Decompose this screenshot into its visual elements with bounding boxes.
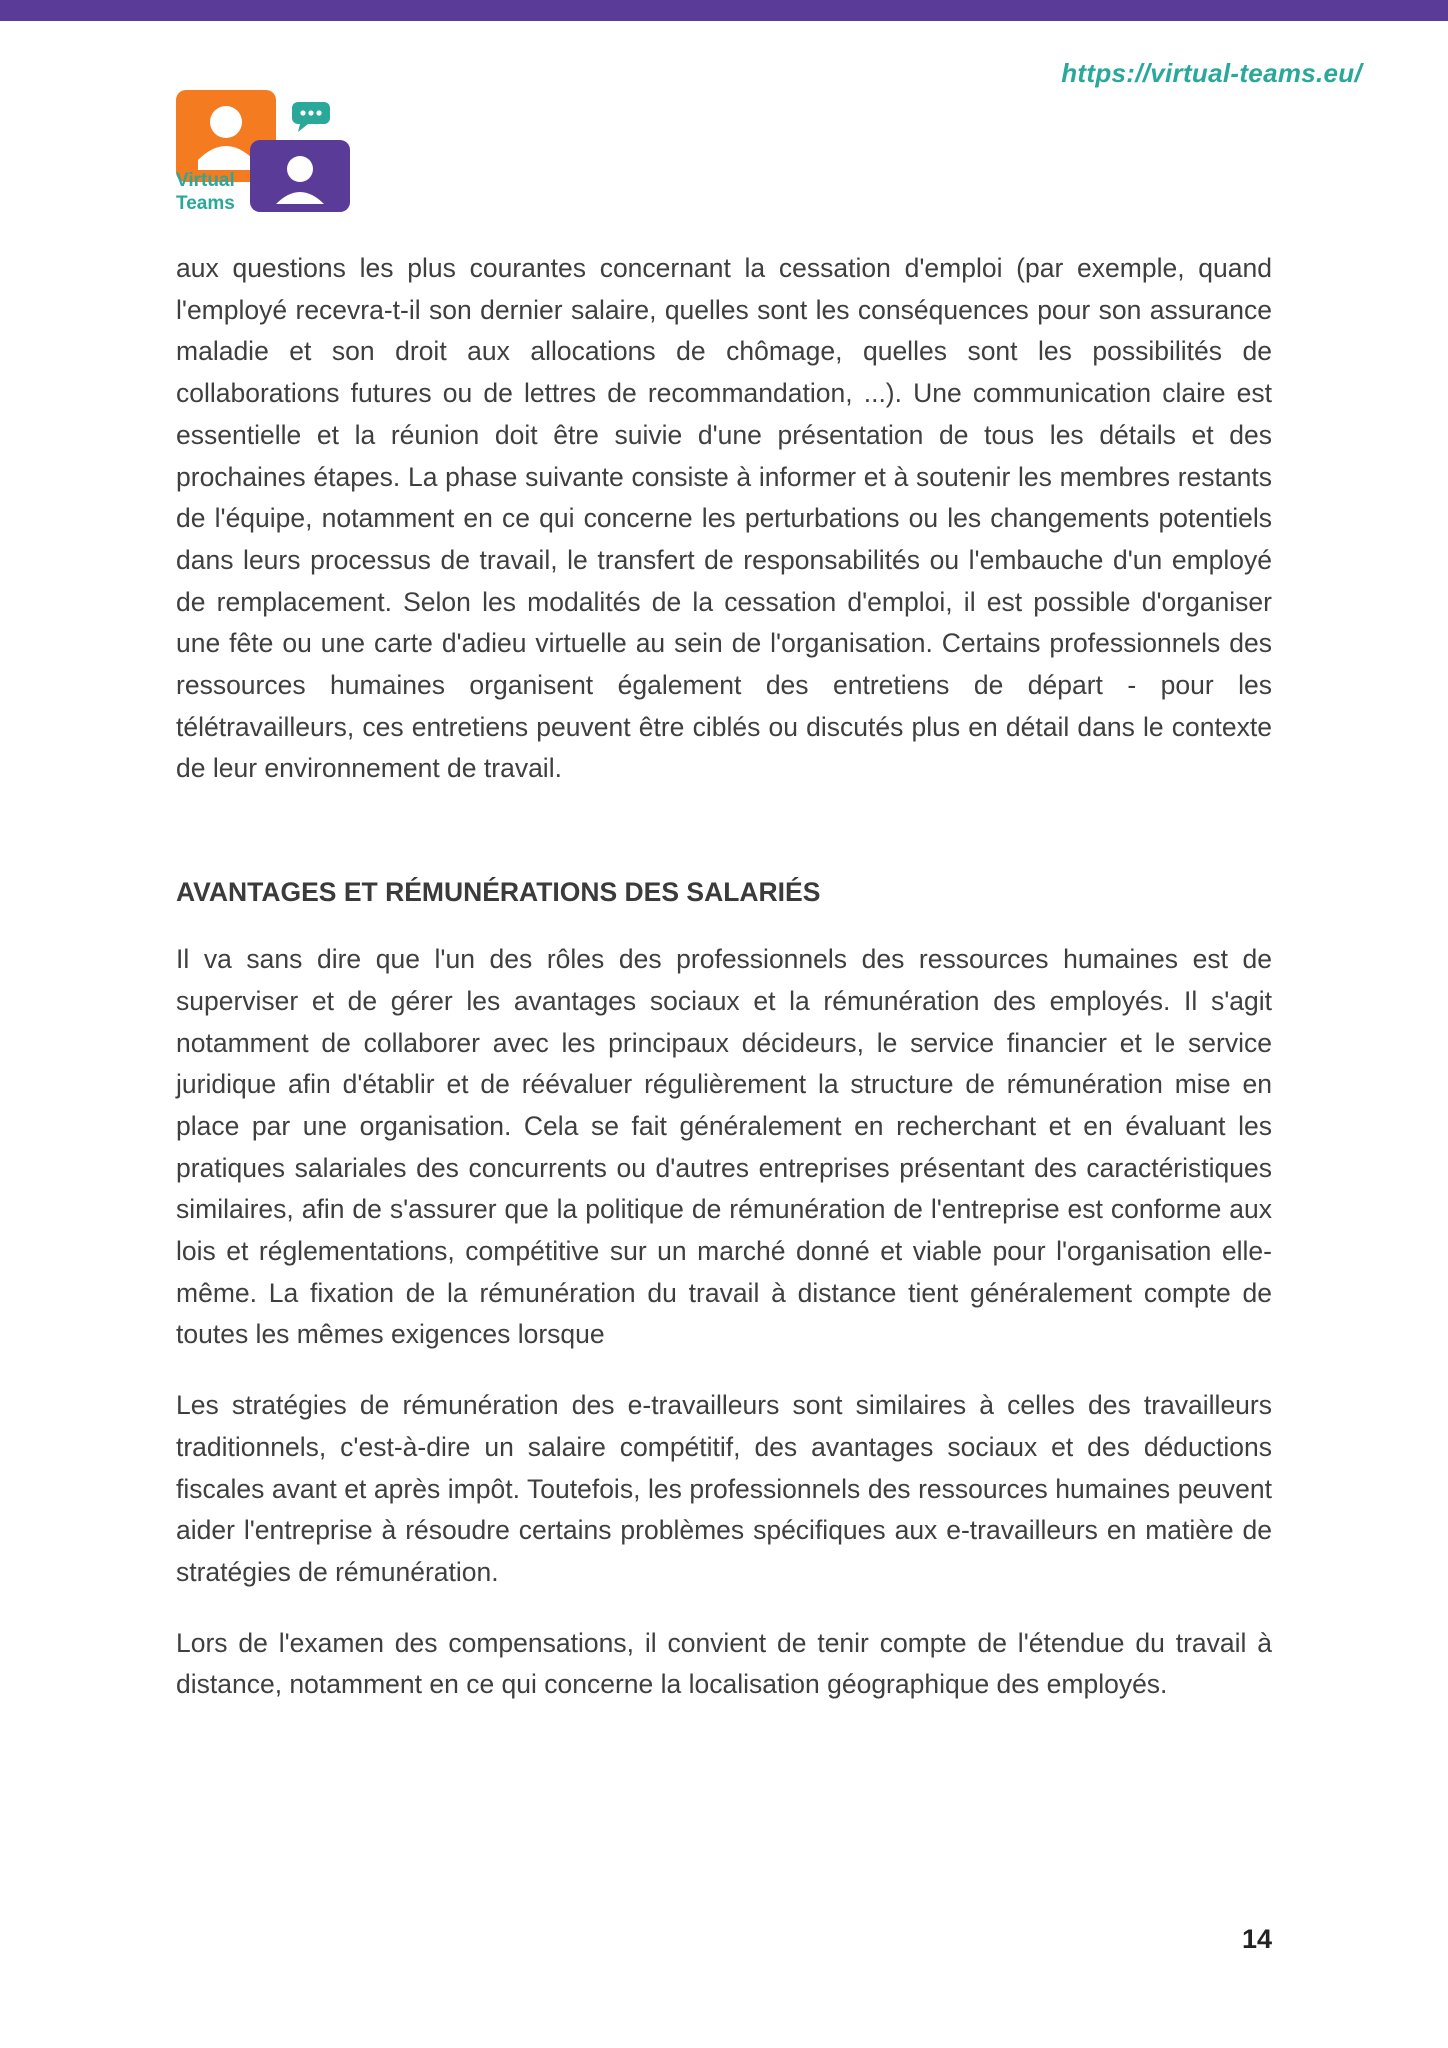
- logo-text-line1: Virtual: [176, 170, 235, 191]
- page-number: 14: [1241, 1924, 1272, 1954]
- paragraph-benefits: Il va sans dire que l'un des rôles des professionnels des ressources humaines est de superviser et de gérer les avantages sociaux et la rémunération des employés. Il s'agit notamment de collaborer avec les principaux décideurs, le service financier et le service juridique afin d'établir et de réévaluer régulièrement la structure de rémunération mise en place par une organisation. Cela se fait généralement en recherchant et en évaluant les pratiques salariales des concurrents ou d'autres entreprises présentant des caractéristiques similaires, afin de s'assurer que la politique de rémunération de l'entreprise est conforme aux lois et réglementations, compétitive sur un marché donné et viable pour l'organisation elle-même. La fixation de la rémunération du travail à distance tient généralement compte de toutes les mêmes exigences lorsque: [176, 944, 1272, 1350]
- virtual-teams-logo: [174, 88, 354, 214]
- paragraph-termination: aux questions les plus courantes concernant la cessation d'emploi (par exemple, quand l'employé recevra-t-il son dernier salaire, quelles sont les conséquences pour son assurance maladie et son droit aux allocations de chômage, quelles sont les possibilités de collaborations futures ou de lettres de recommandation, ...). Une communication claire est essentielle et la réunion doit être suivie d'une présentation de tous les détails et des prochaines étapes. La phase suivante consiste à informer et à soutenir les membres restants de l'équipe, notamment en ce qui concerne les perturbations ou les changements potentiels dans leurs processus de travail, le transfert de responsabilités ou l'embauche d'un employé de remplacement. Selon les modalités de la cessation d'emploi, il est possible d'organiser une fête ou une carte d'adieu virtuelle au sein de l'organisation. Certains professionnels des ressources humaines organisent également des entretiens de départ - pour les télétravailleurs, ces entretiens peuvent être ciblés ou discutés plus en détail dans le contexte de leur environnement de travail.: [176, 253, 1272, 784]
- logo-text-line2: Teams: [176, 193, 235, 214]
- section-heading: AVANTAGES ET RÉMUNÉRATIONS DES SALARIÉS: [176, 877, 821, 908]
- top-accent-bar: [0, 0, 1448, 21]
- paragraph-strategies: Les stratégies de rémunération des e-travailleurs sont similaires à celles des travailleurs traditionnels, c'est-à-dire un salaire compétitif, des avantages sociaux et des déductions fiscales avant et après impôt. Toutefois, les professionnels des ressources humaines peuvent aider l'entreprise à résoudre certains problèmes spécifiques aux e-travailleurs en matière de stratégies de rémunération.: [176, 1390, 1272, 1587]
- document-body: [176, 248, 1272, 1706]
- paragraph-compensation: Lors de l'examen des compensations, il convient de tenir compte de l'étendue du travail à distance, notamment en ce qui concerne la localisation géographique des employés.: [176, 1627, 1272, 1700]
- header-url-link[interactable]: https://virtual-teams.eu/: [1061, 58, 1362, 88]
